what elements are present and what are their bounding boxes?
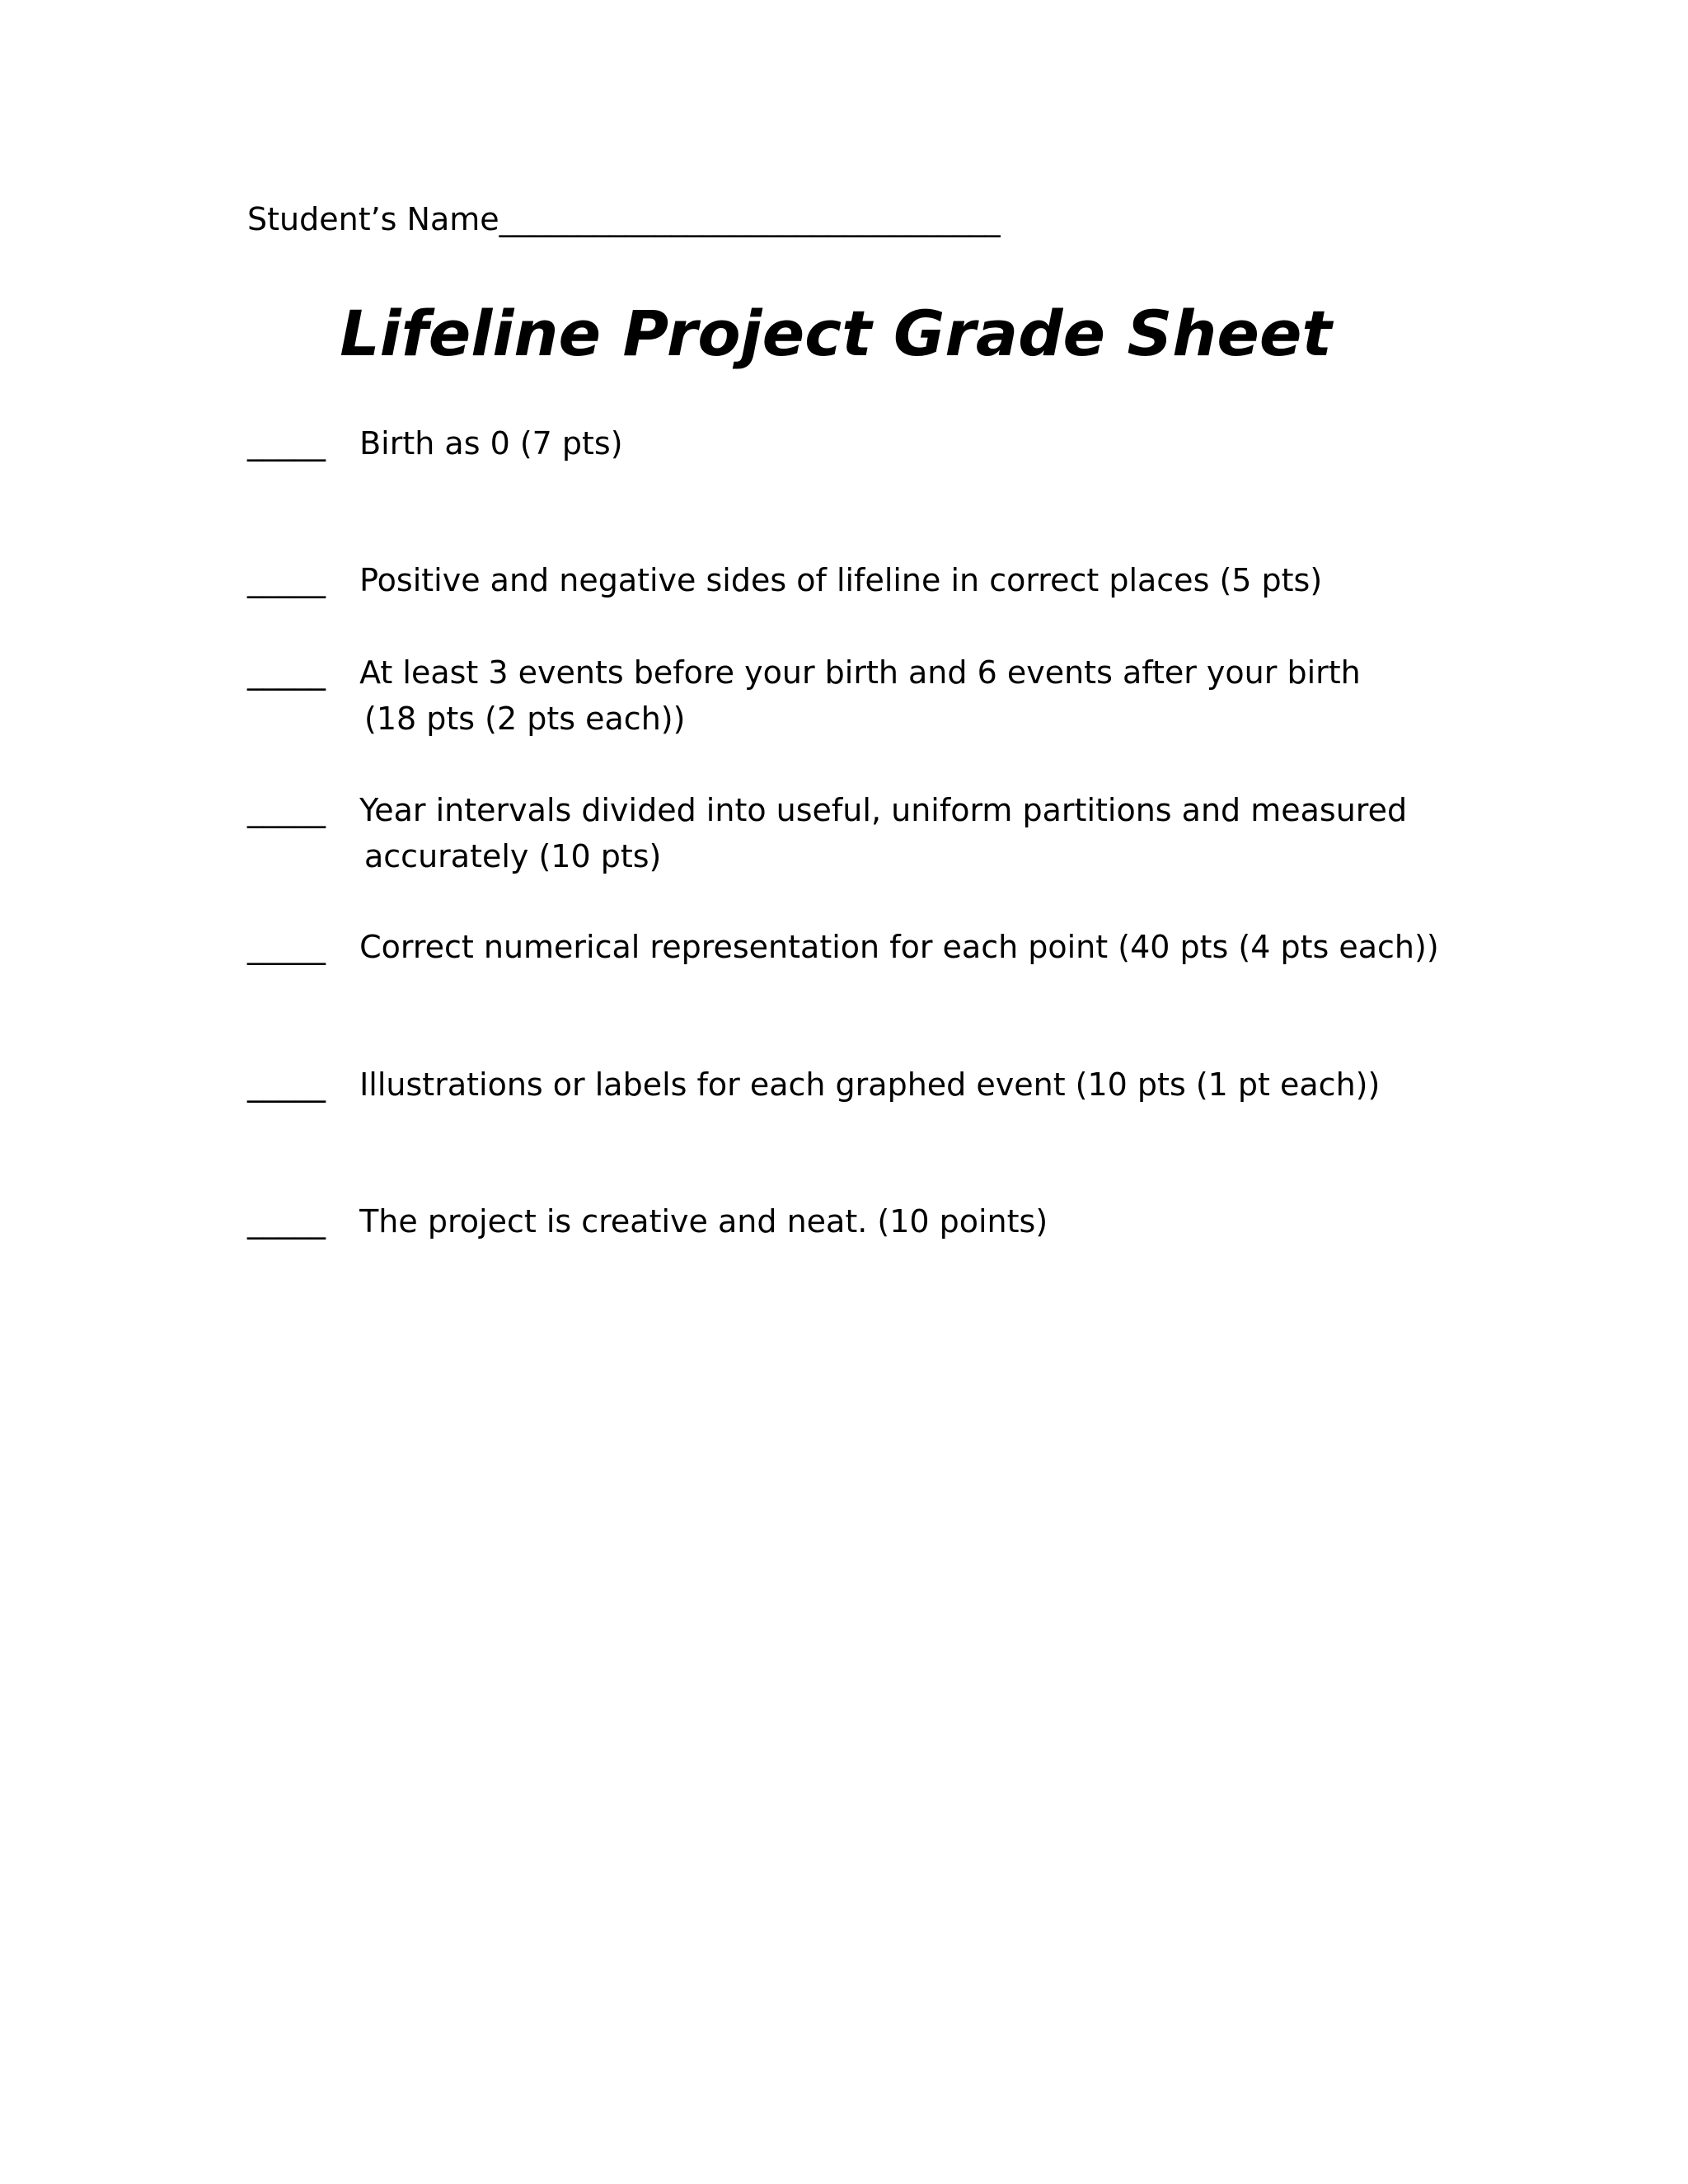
score-blank: _____ [247, 562, 326, 598]
criterion-creative-neat [247, 1198, 1048, 1244]
criterion-numerical-representation [247, 924, 1439, 970]
criterion-birth [247, 420, 623, 466]
score-blank: _____ [247, 1203, 326, 1240]
criterion-text: Illustrations or labels for each graphed event (10 pts (1 pt each)) [359, 1066, 1381, 1103]
score-blank: _____ [247, 654, 326, 691]
criterion-text: Correct numerical representation for each point (40 pts (4 pts each)) [359, 929, 1439, 965]
student-name-field: Student’s Name________________________________ [247, 201, 1001, 237]
criterion-events [247, 649, 1361, 742]
criterion-text: Positive and negative sides of lifeline in correct places (5 pts) [359, 562, 1323, 598]
score-blank: _____ [247, 1066, 326, 1103]
criterion-text: The project is creative and neat. (10 points) [359, 1203, 1048, 1240]
score-blank: _____ [247, 425, 326, 462]
criterion-text: Year intervals divided into useful, uniform partitions and measured [359, 792, 1408, 828]
criterion-text: Birth as 0 (7 pts) [359, 425, 623, 462]
score-blank: _____ [247, 792, 326, 828]
criterion-illustrations [247, 1062, 1380, 1108]
page-title: Lifeline Project Grade Sheet [340, 297, 1332, 370]
criterion-year-intervals [247, 787, 1407, 879]
criterion-text-continued: (18 pts (2 pts each)) [364, 701, 686, 737]
criterion-text-continued: accurately (10 pts) [364, 838, 662, 874]
criterion-text: At least 3 events before your birth and 6 events after your birth [359, 654, 1361, 691]
criterion-positive-negative [247, 557, 1322, 603]
score-blank: _____ [247, 929, 326, 965]
